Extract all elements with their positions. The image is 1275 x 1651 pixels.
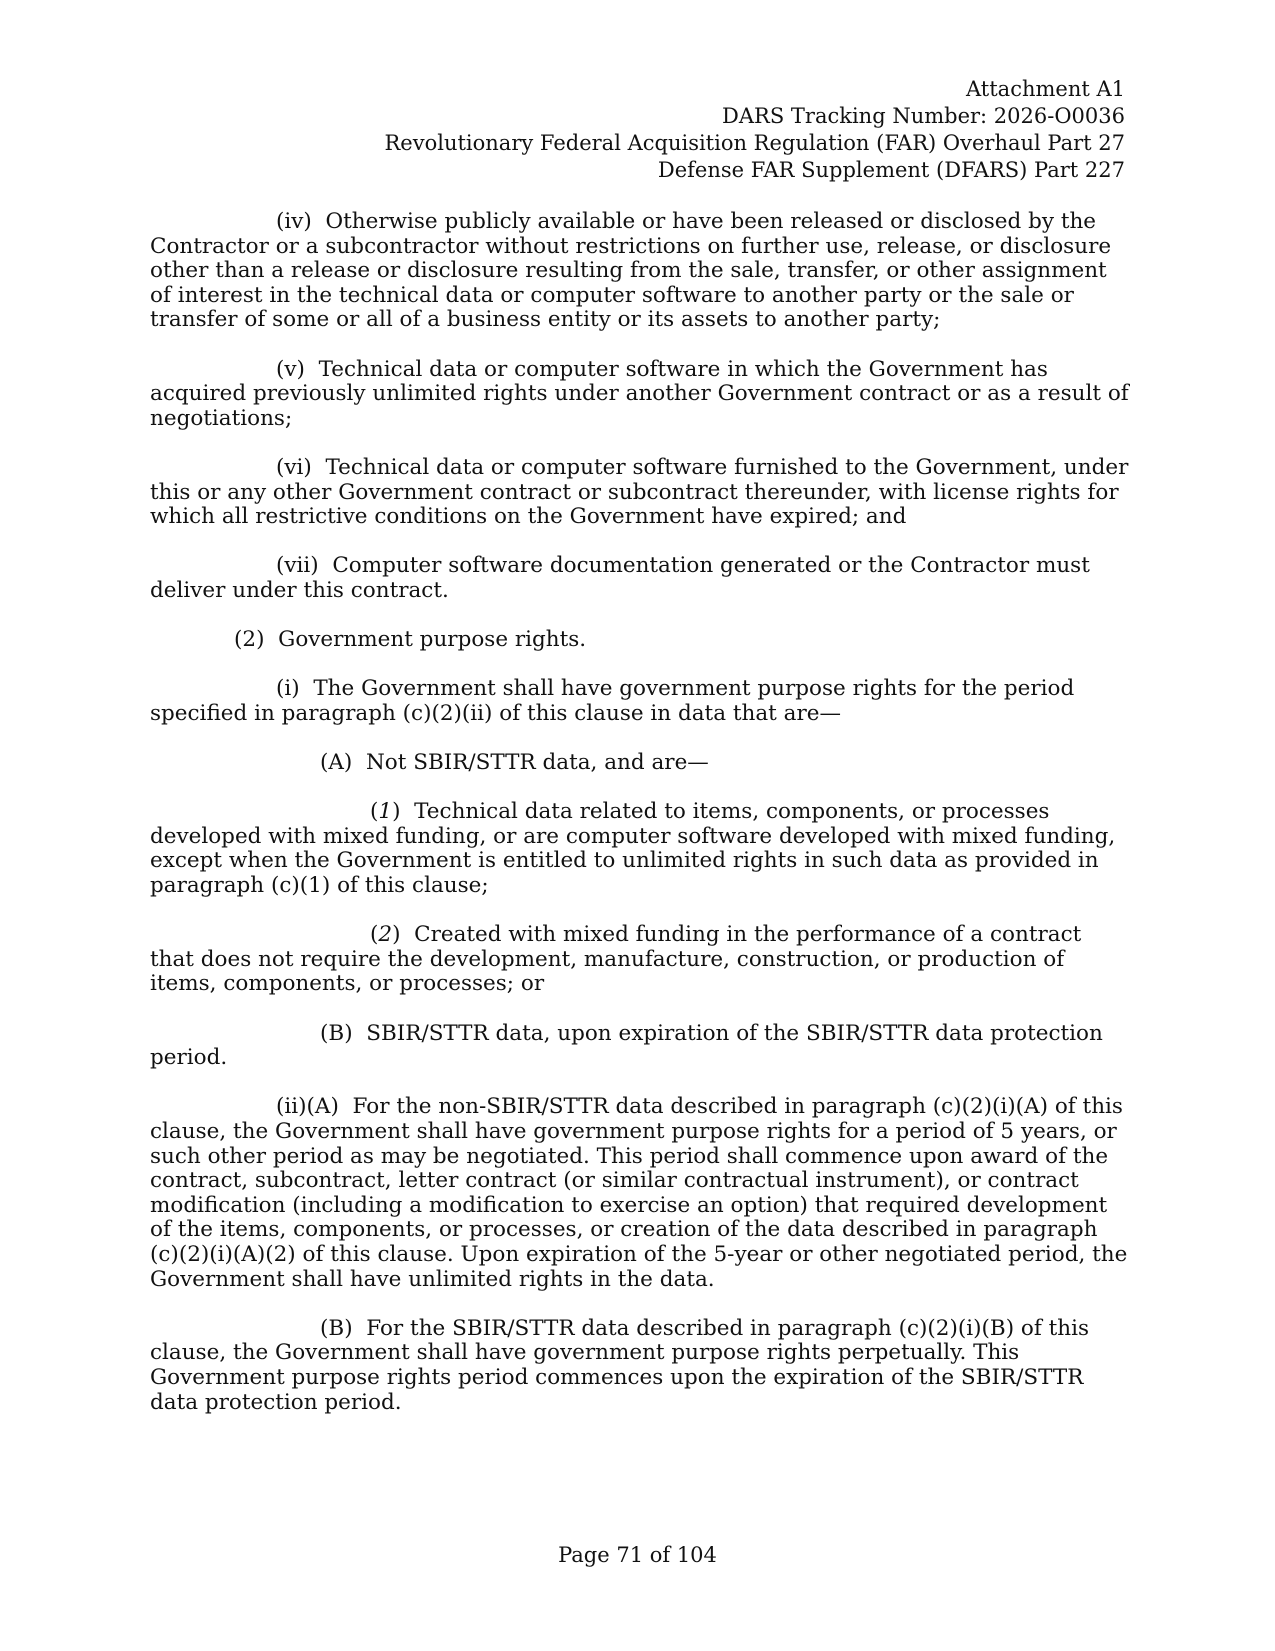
paragraph-2-italic: (2) Created with mixed funding in the performance of a contract that does not require the development, manufacture, construction, or production of items, components, or processes; or (150, 922, 1082, 997)
paragraph-1: (1) Technical data related to items, components, or processes developed with mixed funding, or are computer software developed with mixed funding, except when the Government is entitled to unlimited rights in such data as provided in paragraph (c)(1) of this clause; (150, 799, 1116, 899)
paragraph-text: Not SBIR/STTR data, and are— (365, 750, 709, 776)
header-attachment: Attachment A1 (966, 77, 1125, 101)
header-far-part: Revolutionary Federal Acquisition Regulation (FAR) Overhaul Part 27 (384, 131, 1125, 155)
paragraph-label: (vi) (276, 454, 312, 480)
paragraph-label-number: 2 (378, 922, 393, 948)
paragraph-label-number: 1 (378, 799, 393, 825)
paragraph-b (150, 1022, 1130, 1071)
paragraph-vii (150, 554, 1130, 603)
paragraph-text: Technical data or computer software furnished to the Government, under this or any other Government contract or subcontract thereunder, with license rights for which all restrictive conditions on the Government have expired; and (150, 454, 1129, 530)
paragraph-text: The Government shall have government purpose rights for the period specified in paragraph (c)(2)(ii) of this clause in data that are— (150, 676, 1075, 726)
header-dfars-part: Defense FAR Supplement (DFARS) Part 227 (657, 158, 1125, 182)
paragraph-label: (2) (234, 627, 265, 653)
paragraph-label: (ii)(A) (276, 1094, 339, 1120)
paragraph-text: For the non-SBIR/STTR data described in paragraph (c)(2)(i)(A) of this clause, the Government shall have government purpose rights for a period of 5 years, or such other period as may be negotiated. This period shall commence upon award of the contract, subcontract, letter contract (or similar contractual instrument), or contract modification (including a modification to exercise an option) that required development of the items, components, or processes, or creation of the data described in paragraph (c)(2)(i)(A)(2) of this clause. Upon expiration of the 5-year or other negotiated period, the Government shall have unlimited rights in the data. (150, 1094, 1128, 1292)
page-footer (0, 1542, 1275, 1568)
paragraph-vi (150, 456, 1130, 530)
paragraph-label: (B) (320, 1315, 353, 1341)
paragraph-label: (iv) (276, 209, 312, 234)
paragraph-label: (vii) (276, 553, 319, 579)
paragraph-text: Created with mixed funding in the performance of a contract that does not require the development, manufacture, construction, or production of items, components, or processes; or (150, 922, 1082, 997)
paragraph-text: SBIR/STTR data, upon expiration of the SBIR/STTR data protection period. (150, 1020, 1103, 1071)
paragraph-ii-a (150, 1095, 1130, 1292)
paragraph-text: Technical data related to items, components, or processes developed with mixed funding, or are computer software developed with mixed funding, except when the Government is entitled to unlimited rights in such data as provided in paragraph (c)(1) of this clause; (150, 799, 1116, 899)
paragraph-text: Government purpose rights. (278, 627, 587, 653)
paragraph-label: (A) (320, 750, 353, 776)
paragraph-iv (150, 210, 1130, 333)
paragraph-i (150, 677, 1130, 726)
paragraph-text: Technical data or computer software in which the Government has acquired previously unlimited rights under another Government contract or as a result of negotiations; (150, 356, 1129, 431)
page-number: Page 71 of 104 (558, 1543, 717, 1567)
paragraph-v (150, 358, 1130, 432)
paragraph-ii-b (150, 1317, 1130, 1415)
paragraph-label: (B) (320, 1020, 353, 1046)
header-tracking-number: DARS Tracking Number: 2026-O0036 (722, 104, 1125, 128)
paragraph-a (150, 751, 1130, 776)
paragraph-label: (i) (276, 676, 300, 702)
paragraph-text: For the SBIR/STTR data described in paragraph (c)(2)(i)(B) of this clause, the Government shall have government purpose rights perpetually. This Government purpose rights period commences upon the expiration of the SBIR/STTR data protection period. (150, 1315, 1090, 1415)
paragraph-text: Computer software documentation generated or the Contractor must deliver under this contract. (150, 553, 1090, 603)
document-body (150, 210, 1130, 1440)
paragraph-2 (150, 628, 1130, 653)
paragraph-label: (v) (276, 356, 305, 382)
page-header (225, 76, 1125, 184)
paragraph-text: Otherwise publicly available or have been released or disclosed by the Contractor or a subcontractor without restrictions on further use, release, or disclosure other than a release or disclosure resulting from the sale, transfer, or other assignment of interest in the technical data or computer software to another party or the sale or transfer of some or all of a business entity or its assets to another party; (150, 209, 1112, 333)
